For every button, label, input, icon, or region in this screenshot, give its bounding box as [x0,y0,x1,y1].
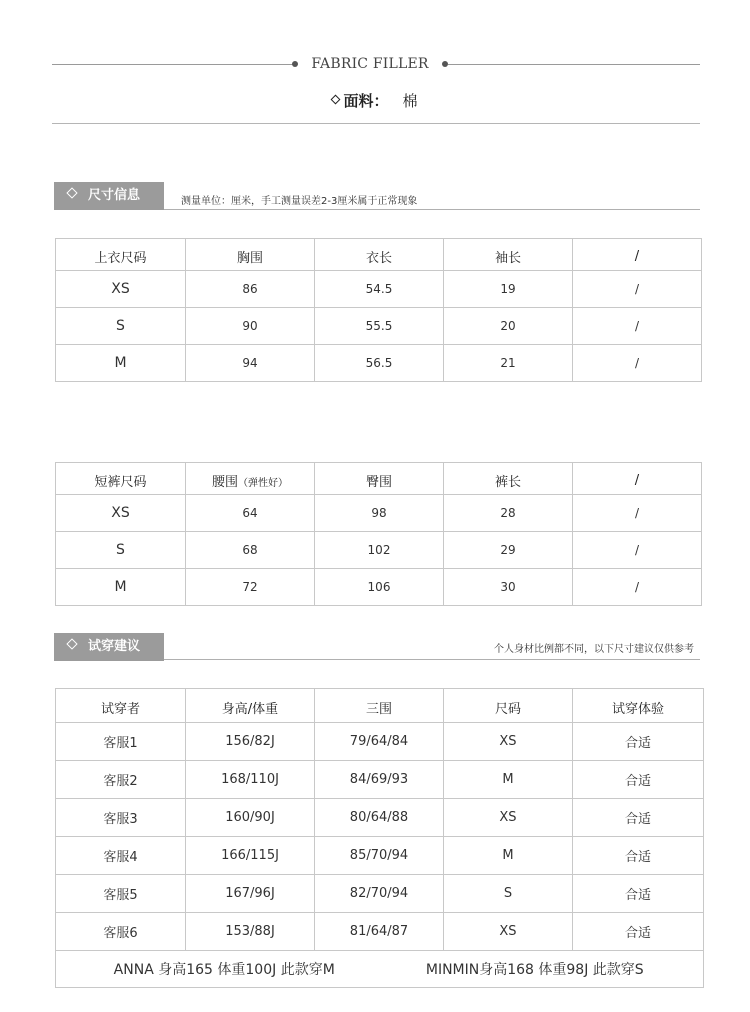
table-cell: 90 [186,308,315,345]
size-section-line [164,209,700,210]
table-cell: 102 [315,532,444,569]
col-header: 衣长 [315,239,444,271]
table-header-row [56,463,702,495]
table-cell: 168/110J [186,761,315,799]
table-cell: 客服5 [56,875,186,913]
table-cell: 79/64/84 [315,723,444,761]
table-cell: 21 [444,345,573,382]
table-cell: 166/115J [186,837,315,875]
table-cell: 82/70/94 [315,875,444,913]
table-row [56,723,704,761]
col-header: / [573,239,702,271]
table-cell: 客服2 [56,761,186,799]
table-row [56,569,702,606]
table-row [56,345,702,382]
table-cell: 72 [186,569,315,606]
footer-right-text: MINMIN身高168 体重98J 此款穿S [425,962,644,978]
col-header: 上衣尺码 [56,239,186,271]
table-cell: / [573,495,702,532]
fabric-filler-title: FABRIC FILLER [311,56,429,72]
size-section-bar [54,182,164,210]
size-cell: M [56,569,186,606]
table-cell: 合适 [573,799,704,837]
col-header: 三围 [315,689,444,723]
table-cell: 80/64/88 [315,799,444,837]
table-cell: 合适 [573,875,704,913]
size-cell: M [56,345,186,382]
table-cell: / [573,532,702,569]
shorts-size-table [55,462,702,606]
table-row [56,837,704,875]
table-cell: 29 [444,532,573,569]
col-header-waist [186,463,315,495]
header-bottom-rule [52,123,700,124]
table-footer-row [56,951,704,988]
header-rule-left [52,64,294,65]
table-row [56,308,702,345]
table-cell: 84/69/93 [315,761,444,799]
table-cell: 20 [444,308,573,345]
size-section-title: 尺寸信息 [88,188,141,203]
table-cell: 客服1 [56,723,186,761]
table-cell: 81/64/87 [315,913,444,951]
table-cell: XS [444,799,573,837]
table-cell: 19 [444,271,573,308]
col-header: 身高/体重 [186,689,315,723]
table-cell: 28 [444,495,573,532]
table-cell: 167/96J [186,875,315,913]
col-header: 裤长 [444,463,573,495]
table-header-row [56,689,704,723]
fit-section-note: 个人身材比例都不同，以下尺寸建议仅供参考 [494,644,694,655]
col-header: 尺码 [444,689,573,723]
col-header: 试穿者 [56,689,186,723]
table-row [56,495,702,532]
size-cell: XS [56,271,186,308]
table-cell: 客服6 [56,913,186,951]
waist-label: 腰围 [211,475,238,490]
col-header: / [573,463,702,495]
table-cell: / [573,345,702,382]
table-cell: 160/90J [186,799,315,837]
table-cell: XS [444,723,573,761]
col-header: 胸围 [186,239,315,271]
table-cell: 54.5 [315,271,444,308]
size-cell: S [56,308,186,345]
size-cell: XS [56,495,186,532]
table-cell: 客服3 [56,799,186,837]
table-cell: M [444,837,573,875]
fit-footer [56,951,704,988]
table-cell: 153/88J [186,913,315,951]
top-size-table [55,238,702,382]
table-cell: 94 [186,345,315,382]
table-header-row [56,239,702,271]
table-cell: 56.5 [315,345,444,382]
fit-section-bar [54,633,164,661]
table-cell: XS [444,913,573,951]
table-cell: 合适 [573,837,704,875]
table-cell: 合适 [573,761,704,799]
table-cell: / [573,308,702,345]
table-cell: S [444,875,573,913]
col-header: 臀围 [315,463,444,495]
header-rule-right [448,64,700,65]
waist-note: （弹性好） [238,478,288,489]
col-header: 短裤尺码 [56,463,186,495]
table-cell: / [573,271,702,308]
diamond-icon [66,638,77,649]
table-cell: 30 [444,569,573,606]
size-section-note: 测量单位：厘米，手工测量误差2-3厘米属于正常现象 [181,196,418,207]
diamond-icon [331,95,341,105]
footer-left-text: ANNA 身高165 体重100J 此款穿M [113,962,335,978]
fabric-info [0,90,750,111]
table-cell: 合适 [573,723,704,761]
table-row [56,799,704,837]
size-cell: S [56,532,186,569]
diamond-icon [66,187,77,198]
fit-section-line [164,659,700,660]
table-cell: 98 [315,495,444,532]
fabric-value: 棉 [402,92,418,110]
fabric-label: 面料： [343,92,389,110]
table-row [56,271,702,308]
table-cell: 64 [186,495,315,532]
table-cell: 85/70/94 [315,837,444,875]
table-row [56,532,702,569]
table-cell: M [444,761,573,799]
col-header: 试穿体验 [573,689,704,723]
table-cell: 106 [315,569,444,606]
table-cell: 合适 [573,913,704,951]
table-cell: 86 [186,271,315,308]
table-row [56,913,704,951]
table-row [56,761,704,799]
table-cell: 68 [186,532,315,569]
fit-table [55,688,704,988]
table-cell: 156/82J [186,723,315,761]
table-cell: 客服4 [56,837,186,875]
col-header: 袖长 [444,239,573,271]
table-row [56,875,704,913]
fit-section-title: 试穿建议 [88,639,141,654]
table-cell: 55.5 [315,308,444,345]
table-cell: / [573,569,702,606]
